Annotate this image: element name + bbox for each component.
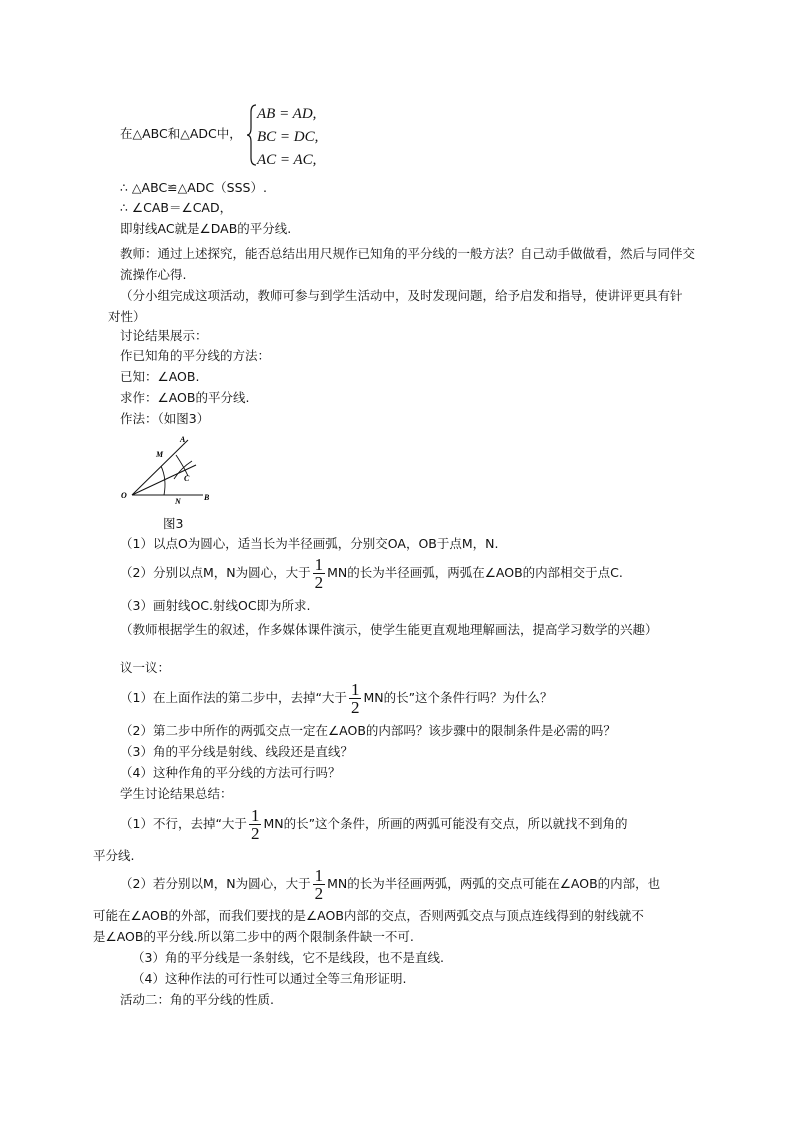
equation-system (257, 103, 318, 172)
fraction-half (313, 867, 326, 902)
angle-bisector-figure (118, 433, 228, 513)
equation-3: AC = AC, (257, 152, 317, 168)
question-3: （3）角的平分线是射线、线段还是直线？ (120, 744, 353, 759)
fraction-half (249, 807, 262, 842)
given-statement: 已知：∠AOB. (120, 369, 200, 384)
answer-4: （4）这种作法的可行性可以通过全等三角形证明. (132, 971, 407, 986)
step-2-pre: （2）分别以点M，N为圆心，大于 (120, 565, 311, 580)
step-1: （1）以点O为圆心，适当长为半径画弧，分别交OA，OB于点M，N. (120, 536, 499, 551)
fraction-half (349, 681, 362, 716)
answer-1-continued: 平分线. (93, 848, 135, 863)
proof-conclusion-2: ∴ ∠CAB＝∠CAD， (120, 200, 233, 215)
left-brace-icon (247, 104, 257, 166)
label-b: B (204, 493, 210, 502)
fraction-denominator: 2 (250, 824, 260, 843)
fraction-denominator: 2 (314, 573, 324, 592)
answer-1-pre: （1）不行，去掉“大于 (120, 816, 247, 831)
answer-2 (120, 867, 660, 902)
discussion-title: 讨论结果展示： (120, 328, 208, 343)
equation-1: AB = AD, (257, 106, 317, 122)
find-statement: 求作：∠AOB的平分线. (120, 390, 250, 405)
proof-conclusion-3: 即射线AC就是∠DAB的平分线. (120, 221, 292, 236)
question-1-post: MN的长”这个条件行吗？为什么？ (363, 690, 553, 705)
ray-oa (132, 440, 188, 495)
question-2: （2）第二步中所作的两弧交点一定在∠AOB的内部吗？该步骤中的限制条件是必需的吗？ (120, 723, 616, 738)
answer-1 (120, 807, 628, 842)
question-1-pre: （1）在上面作法的第二步中，去掉“大于 (120, 690, 347, 705)
fraction-denominator: 2 (350, 698, 360, 717)
fraction-numerator: 1 (314, 555, 324, 574)
fraction-numerator: 1 (314, 866, 324, 885)
figure-caption: 图3 (163, 516, 184, 531)
answer-2-post: MN的长为半径画两弧，两弧的交点可能在∠AOB的内部，也 (327, 876, 661, 891)
discuss-title: 议一议： (120, 660, 171, 675)
fraction-denominator: 2 (314, 884, 324, 903)
answer-3: （3）角的平分线是一条射线，它不是线段，也不是直线. (132, 950, 444, 965)
step-2 (120, 556, 623, 591)
label-m: M (156, 450, 164, 459)
answer-2-line3: 是∠AOB的平分线.所以第二步中的两个限制条件缺一不可. (93, 929, 414, 944)
label-c: C (184, 474, 190, 483)
step-3: （3）画射线OC.射线OC即为所求. (120, 598, 311, 613)
teacher-question-line1 (120, 243, 695, 285)
fraction-numerator: 1 (250, 806, 260, 825)
label-a: A (180, 435, 186, 444)
summary-title: 学生讨论结果总结： (120, 786, 233, 801)
media-note: （教师根据学生的叙述，作多媒体课件演示，使学生能更直观地理解画法，提高学习数学的兴趣） (120, 622, 658, 637)
answer-1-post: MN的长”这个条件，所画的两弧可能没有交点，所以就找不到角的 (263, 816, 628, 831)
label-o: O (121, 491, 127, 500)
step-2-post: MN的长为半径画弧，两弧在∠AOB的内部相交于点C. (327, 565, 623, 580)
answer-2-line2: 可能在∠AOB的外部，而我们要找的是∠AOB内部的交点，否则两弧交点与顶点连线得到的射线就不 (93, 908, 644, 923)
group-note: （分小组完成这项活动，教师可参与到学生活动中，及时发现问题，给予启发和指导，使讲评更具有针对性） (108, 288, 683, 324)
question-1 (120, 681, 553, 716)
construction-heading: 作法：（如图3） (120, 411, 210, 426)
answer-2-pre: （2）若分别以M，N为圆心，大于 (120, 876, 311, 891)
activity-2-heading: 活动二：角的平分线的性质. (120, 992, 274, 1007)
fraction-numerator: 1 (350, 680, 360, 699)
proof-conclusion-1: ∴ △ABC≌△ADC（SSS）. (120, 180, 267, 195)
question-4: （4）这种作角的平分线的方法可行吗？ (120, 765, 341, 780)
label-n: N (175, 497, 181, 506)
media-note-container (120, 619, 695, 640)
method-title: 作已知角的平分线的方法： (120, 348, 271, 363)
teacher-question: 教师：通过上述探究，能否总结出用尺规作已知角的平分线的一般方法？自己动手做做看，然后与同伴交流操作心得. (120, 246, 696, 282)
fraction-half (313, 556, 326, 591)
group-note-container (108, 285, 683, 327)
proof-intro: 在△ABC和△ADC中， (120, 126, 242, 141)
equation-2: BC = DC, (257, 129, 319, 145)
